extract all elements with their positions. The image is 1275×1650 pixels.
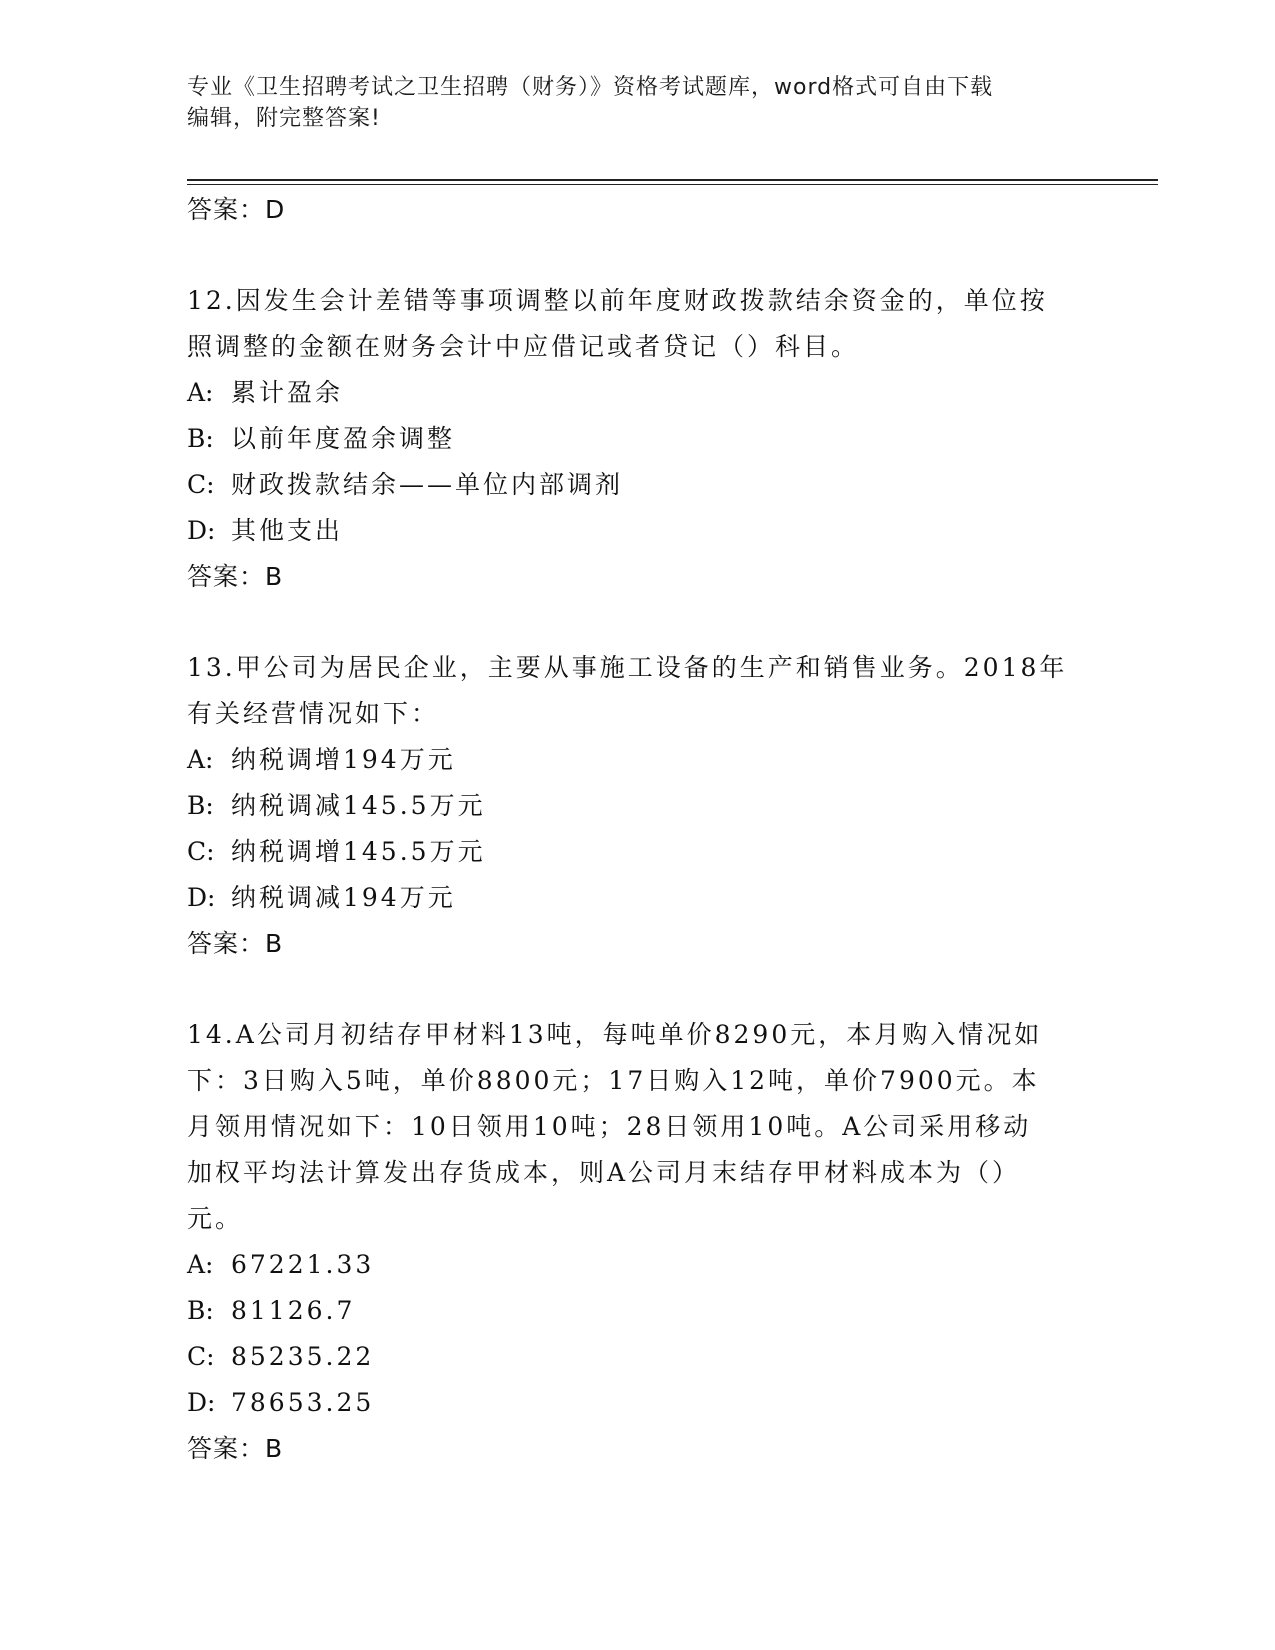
option-label: D: (187, 883, 216, 912)
question-14 (187, 1012, 1087, 1472)
option-label: D: (187, 1388, 216, 1417)
answer: 答案：B (187, 929, 284, 958)
header-rule-thin (187, 184, 1158, 185)
option-text: 纳税调减145.5万元 (231, 791, 486, 820)
document-body (187, 187, 1087, 1472)
option-b (187, 1288, 1087, 1334)
question-13 (187, 645, 1087, 967)
option-text: 纳税调增194万元 (231, 745, 456, 774)
option-label: C: (187, 470, 215, 499)
answer: 答案：B (187, 1434, 284, 1463)
document-header (187, 72, 1087, 134)
question-line: 照调整的金额在财务会计中应借记或者贷记（）科目。 (187, 332, 860, 361)
question-line: 加权平均法计算发出存货成本，则A公司月末结存甲材料成本为（） (187, 1158, 1021, 1187)
option-label: B: (187, 791, 214, 820)
option-label: C: (187, 1342, 215, 1371)
option-text: 其他支出 (231, 516, 344, 545)
option-label: D: (187, 516, 216, 545)
option-text: 78653.25 (231, 1388, 375, 1417)
question-line: 有关经营情况如下： (187, 699, 440, 728)
answer: 答案：B (187, 562, 284, 591)
option-label: C: (187, 837, 215, 866)
header-line-1: 专业《卫生招聘考试之卫生招聘（财务）》资格考试题库，word格式可自由下载 (187, 75, 994, 100)
question-12 (187, 278, 1087, 600)
option-label: B: (187, 424, 214, 453)
option-text: 累计盈余 (231, 378, 344, 407)
option-a (187, 1242, 1087, 1288)
option-a (187, 737, 1087, 783)
option-b (187, 783, 1087, 829)
option-text: 以前年度盈余调整 (231, 424, 456, 453)
option-text: 纳税调增145.5万元 (231, 837, 486, 866)
option-b (187, 416, 1087, 462)
question-line: 13.甲公司为居民企业，主要从事施工设备的生产和销售业务。2018年 (187, 653, 1068, 682)
option-d (187, 875, 1087, 921)
answer-previous-question: 答案：D (187, 195, 286, 224)
question-text (187, 645, 1087, 737)
header-line-2: 编辑，附完整答案! (187, 106, 381, 131)
question-text (187, 278, 1087, 370)
option-c (187, 462, 1087, 508)
question-line: 元。 (187, 1204, 244, 1233)
option-a (187, 370, 1087, 416)
option-label: B: (187, 1296, 214, 1325)
header-rule-thick (187, 179, 1158, 181)
option-label: A: (187, 378, 214, 407)
option-text: 81126.7 (231, 1296, 356, 1325)
option-text: 财政拨款结余——单位内部调剂 (231, 470, 624, 499)
option-c (187, 829, 1087, 875)
question-line: 12.因发生会计差错等事项调整以前年度财政拨款结余资金的，单位按 (187, 286, 1048, 315)
option-d (187, 508, 1087, 554)
option-text: 67221.33 (231, 1250, 375, 1279)
option-text: 纳税调减194万元 (231, 883, 456, 912)
option-label: A: (187, 745, 214, 774)
option-label: A: (187, 1250, 214, 1279)
question-line: 月领用情况如下：10日领用10吨；28日领用10吨。A公司采用移动 (187, 1112, 1032, 1141)
option-d (187, 1380, 1087, 1426)
question-text (187, 1012, 1087, 1242)
question-line: 14.A公司月初结存甲材料13吨，每吨单价8290元，本月购入情况如 (187, 1020, 1043, 1049)
option-text: 85235.22 (231, 1342, 375, 1371)
question-line: 下：3日购入5吨，单价8800元；17日购入12吨，单价7900元。本 (187, 1066, 1040, 1095)
option-c (187, 1334, 1087, 1380)
